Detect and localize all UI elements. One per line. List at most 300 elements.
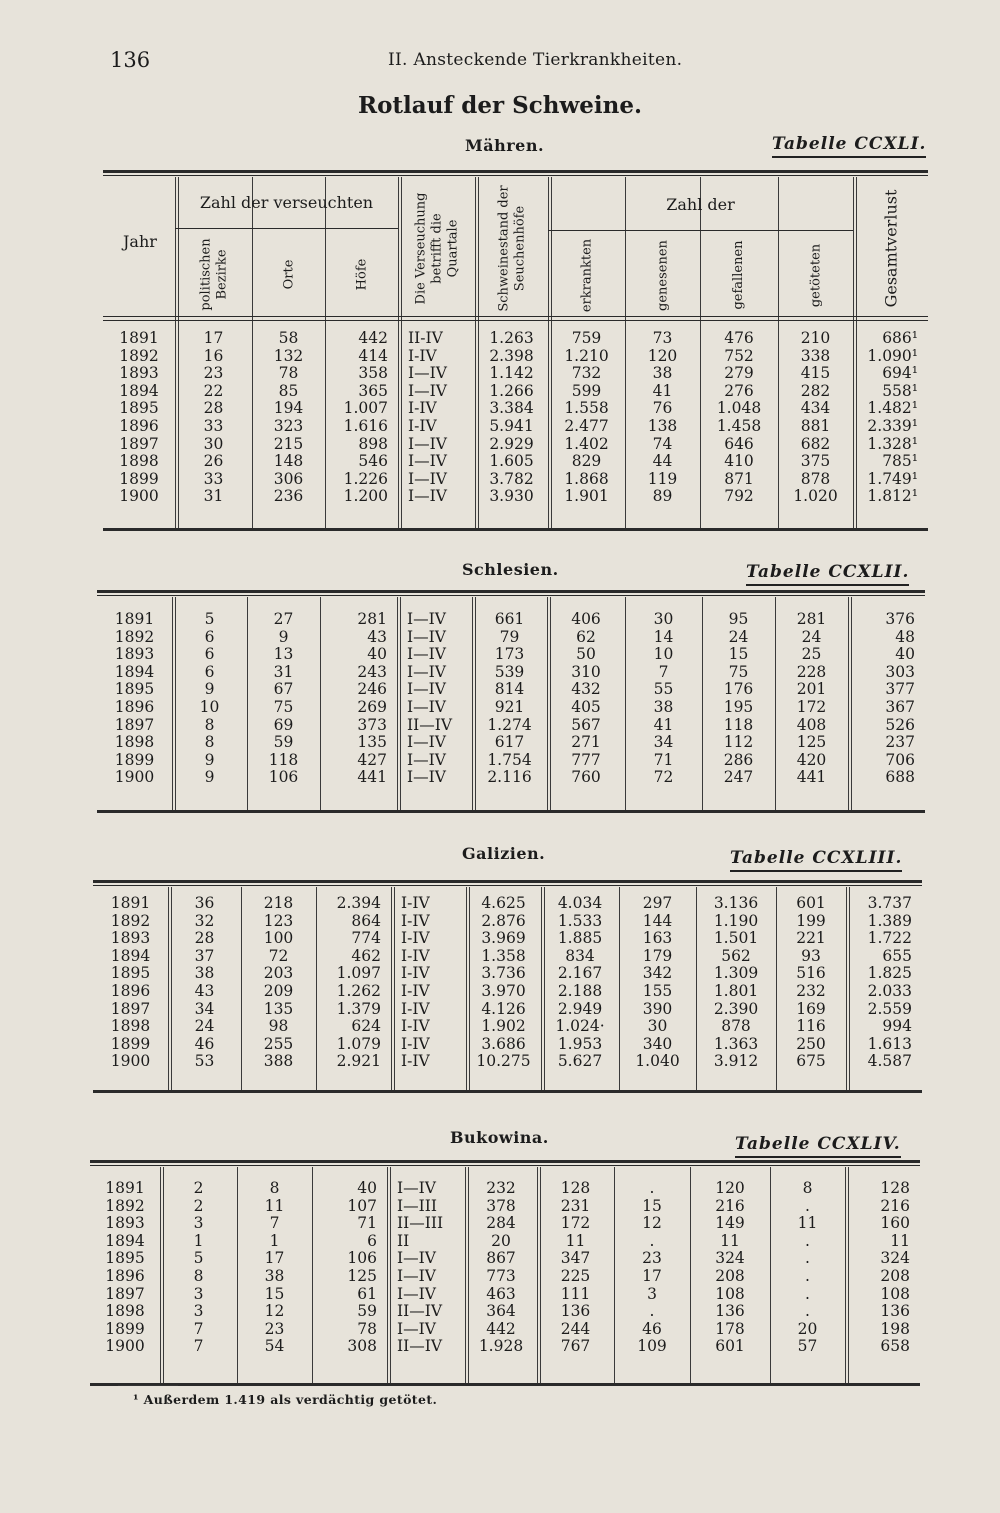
table-cell: II xyxy=(397,1231,410,1250)
column-gefallen xyxy=(696,895,776,1071)
table-cell: 1.210 xyxy=(564,346,609,365)
table-cell: 111 xyxy=(560,1284,591,1303)
table-cell: 2.921 xyxy=(336,1052,381,1071)
table-cell: 225 xyxy=(560,1266,591,1285)
table-cell: . xyxy=(805,1266,810,1285)
table-cell: 539 xyxy=(494,662,525,681)
table-cell: 2.559 xyxy=(867,999,912,1018)
table-region-title: Galizien. xyxy=(462,844,546,863)
table-cell: 1.274 xyxy=(487,715,532,734)
table-cell: 237 xyxy=(885,733,915,752)
table-cell: 1900 xyxy=(119,487,159,506)
table-cell: I-IV xyxy=(401,981,430,1000)
table-region-title: Schlesien. xyxy=(462,560,559,579)
table-cell: 135 xyxy=(357,733,387,752)
table-cell: 375 xyxy=(800,452,831,471)
table-cell: 106 xyxy=(268,768,299,787)
page-number: 136 xyxy=(110,48,151,72)
table-cell: 12 xyxy=(264,1302,285,1321)
table-cell: 1.501 xyxy=(713,929,759,948)
table-cell: I-IV xyxy=(408,416,437,435)
table-cell: 871 xyxy=(724,469,754,488)
table-cell: 1.090¹ xyxy=(867,346,918,365)
table-cell: 462 xyxy=(351,946,381,965)
column-gesamt xyxy=(846,895,912,1071)
footnote-rule xyxy=(118,1385,178,1386)
table-cell: 406 xyxy=(571,610,601,628)
table-cell: 23 xyxy=(203,364,224,383)
column-gefallen xyxy=(690,1180,770,1356)
table-cell: II—IV xyxy=(397,1302,443,1321)
table-cell: I-IV xyxy=(401,894,430,912)
table-cell: 1.226 xyxy=(343,469,388,488)
table-cell: 878 xyxy=(800,469,831,488)
table-cell: 199 xyxy=(796,911,826,930)
table-cell: 17 xyxy=(203,329,224,347)
table-cell: 8 xyxy=(204,733,215,752)
table-cell: 218 xyxy=(263,894,294,912)
table-cell: 408 xyxy=(796,715,827,734)
table-cell: 38 xyxy=(652,364,673,383)
table-cell: 867 xyxy=(486,1249,516,1268)
table-cell: 216 xyxy=(880,1196,910,1215)
table-cell: 1.024· xyxy=(555,1017,605,1036)
table-cell: I—IV xyxy=(407,627,446,646)
table-cell: I—IV xyxy=(408,487,447,506)
table-cell: 646 xyxy=(724,434,754,453)
table-cell: 774 xyxy=(351,929,381,948)
table-cell: 57 xyxy=(797,1337,818,1356)
column-jahr xyxy=(90,1180,160,1356)
table-cell: 13 xyxy=(273,645,294,664)
table-cell: 30 xyxy=(203,434,224,453)
table-cell: . xyxy=(805,1284,810,1303)
table-cell: 10 xyxy=(199,697,220,716)
table-cell: 11 xyxy=(565,1231,586,1250)
header-gefallenen: gefallenen xyxy=(731,240,746,310)
table-cell: 155 xyxy=(642,981,673,1000)
column-erkrankt xyxy=(537,1180,614,1356)
table-cell: 173 xyxy=(494,645,525,664)
table-cell: 194 xyxy=(273,399,304,418)
table-cell: 1895 xyxy=(105,1249,145,1268)
table-cell: 71 xyxy=(653,750,674,769)
table-cell: I-IV xyxy=(408,346,437,365)
table-cell: 410 xyxy=(724,452,754,471)
table-cell: 32 xyxy=(194,911,215,930)
table-cell: 376 xyxy=(885,610,915,628)
running-head: II. Ansteckende Tierkrankheiten. xyxy=(388,50,683,70)
header-bottom-rule xyxy=(103,316,928,317)
table-cell: 93 xyxy=(801,946,821,965)
column-orte xyxy=(252,330,325,506)
table-cell: 55 xyxy=(653,680,674,699)
table-cell: 558¹ xyxy=(882,381,918,400)
table-cell: 463 xyxy=(486,1284,516,1303)
table-cell: 405 xyxy=(571,697,601,716)
column-divider xyxy=(391,887,395,1090)
table-cell: 8 xyxy=(802,1179,813,1197)
table-cell: 2.167 xyxy=(557,964,603,983)
table-cell: 210 xyxy=(800,329,831,347)
table-cell: 1.142 xyxy=(489,364,534,383)
table-cell: 785¹ xyxy=(882,452,918,471)
table-cell: 281 xyxy=(796,610,827,628)
table-cell: 116 xyxy=(796,1017,826,1036)
table-cell: 617 xyxy=(494,733,525,752)
table-cell: 1.007 xyxy=(343,399,388,418)
table-cell: 624 xyxy=(351,1017,381,1036)
table-cell: 4.625 xyxy=(481,894,526,912)
table-cell: I—IV xyxy=(407,610,446,628)
table-cell: 149 xyxy=(715,1214,745,1233)
table-cell: II—III xyxy=(397,1214,444,1233)
table-cell: II-IV xyxy=(408,329,443,347)
column-genesen xyxy=(625,611,702,787)
table-cell: I—IV xyxy=(407,662,446,681)
table-cell: 2.188 xyxy=(557,981,603,1000)
table-cell: 232 xyxy=(796,981,826,1000)
table-cell: 338 xyxy=(800,346,831,365)
table-cell: 1.040 xyxy=(635,1052,680,1071)
table-cell: 2.929 xyxy=(489,434,534,453)
table-cell: 415 xyxy=(800,364,831,383)
table-cell: 675 xyxy=(796,1052,826,1071)
table-cell: 135 xyxy=(263,999,294,1018)
table-cell: 276 xyxy=(724,381,754,400)
table-cell: 516 xyxy=(796,964,826,983)
table-cell: 136 xyxy=(715,1302,745,1321)
table-cell: 599 xyxy=(571,381,602,400)
table-cell: 441 xyxy=(357,768,387,787)
table-region-title: Mähren. xyxy=(465,136,545,155)
table-cell: 169 xyxy=(796,999,826,1018)
table-cell: 4.126 xyxy=(481,999,526,1018)
table-cell: 108 xyxy=(880,1284,910,1303)
table-cell: 5 xyxy=(204,610,215,628)
table-cell: 388 xyxy=(263,1052,294,1071)
table-cell: 3.970 xyxy=(481,981,526,1000)
table-cell: 3.384 xyxy=(489,399,534,418)
column-orte xyxy=(247,611,320,787)
table-cell: 11 xyxy=(264,1196,285,1215)
table-cell: 28 xyxy=(203,399,224,418)
table-cell: 58 xyxy=(278,329,299,347)
header-group-rule xyxy=(548,230,853,231)
table-cell: 75 xyxy=(728,662,749,681)
table-cell: 5 xyxy=(193,1249,204,1268)
table-cell: 994 xyxy=(882,1017,912,1036)
table-cell: 1.190 xyxy=(713,911,759,930)
column-erkrankt xyxy=(541,895,619,1071)
table-cell: 1.328¹ xyxy=(867,434,918,453)
table-cell: 48 xyxy=(895,627,915,646)
table-cell: 172 xyxy=(796,697,827,716)
table-cell: 34 xyxy=(194,999,215,1018)
table-cell: 106 xyxy=(347,1249,377,1268)
table-cell: 172 xyxy=(560,1214,591,1233)
table-cell: 33 xyxy=(203,469,224,488)
table-number-label: Tabelle CCXLI. xyxy=(772,134,926,158)
column-bezirke xyxy=(160,1180,237,1356)
header-erkrankten: erkrankten xyxy=(578,238,594,312)
table-cell: 1896 xyxy=(119,416,159,435)
table-cell: 1894 xyxy=(119,381,159,400)
table-cell: 567 xyxy=(571,715,601,734)
table-cell: 9 xyxy=(204,768,215,787)
table-cell: 8 xyxy=(204,715,215,734)
table-cell: 476 xyxy=(724,329,754,347)
table-cell: 46 xyxy=(642,1319,662,1338)
table-cell: 323 xyxy=(273,416,304,435)
table-cell: 8 xyxy=(193,1266,204,1285)
table-cell: 2.116 xyxy=(487,768,532,787)
table-bottom-rule xyxy=(103,528,928,531)
table-cell: 7 xyxy=(193,1337,204,1356)
table-cell: 72 xyxy=(653,768,674,787)
table-cell: 34 xyxy=(653,733,674,752)
column-genesen xyxy=(625,330,700,506)
table-cell: . xyxy=(649,1231,655,1250)
table-cell: 377 xyxy=(885,680,915,699)
table-cell: 1.801 xyxy=(713,981,759,1000)
table-cell: 7 xyxy=(193,1319,204,1338)
column-quartale xyxy=(408,330,475,506)
table-cell: 36 xyxy=(194,894,215,912)
table-cell: 198 xyxy=(880,1319,910,1338)
table-cell: 112 xyxy=(723,733,754,752)
table-cell: 1893 xyxy=(119,364,159,383)
table-cell: 132 xyxy=(273,346,304,365)
table-cell: 14 xyxy=(653,627,674,646)
table-cell: I—IV xyxy=(408,434,447,453)
table-cell: 119 xyxy=(647,469,678,488)
table-cell: 30 xyxy=(653,610,674,628)
column-quartale xyxy=(407,611,472,787)
table-cell: 1.402 xyxy=(564,434,609,453)
table-cell: 1897 xyxy=(119,434,159,453)
table-cell: . xyxy=(805,1302,810,1321)
table-cell: 324 xyxy=(715,1249,745,1268)
column-gesamt xyxy=(845,1180,910,1356)
table-cell: 378 xyxy=(486,1196,516,1215)
table-cell: . xyxy=(805,1231,810,1250)
table-cell: 1.722 xyxy=(867,929,912,948)
table-cell: 250 xyxy=(796,1034,826,1053)
table-cell: 148 xyxy=(273,452,304,471)
table-cell: 41 xyxy=(653,715,674,734)
table-cell: I—IV xyxy=(407,750,446,769)
table-cell: 79 xyxy=(499,627,520,646)
table-cell: 4.034 xyxy=(557,894,603,912)
table-cell: 4.587 xyxy=(867,1052,912,1071)
table-cell: I-IV xyxy=(401,946,430,965)
table-cell: 1892 xyxy=(114,627,155,646)
table-cell: 706 xyxy=(885,750,915,769)
table-cell: 342 xyxy=(642,964,673,983)
table-cell: 432 xyxy=(571,680,601,699)
table-cell: 2.390 xyxy=(713,999,759,1018)
table-region-title: Bukowina. xyxy=(450,1128,549,1147)
table-cell: 434 xyxy=(800,399,831,418)
table-cell: 30 xyxy=(647,1017,668,1036)
table-cell: 1.901 xyxy=(564,487,609,506)
table-cell: 562 xyxy=(721,946,751,965)
table-cell: I—IV xyxy=(407,733,446,752)
table-cell: 53 xyxy=(194,1052,215,1071)
table-cell: 179 xyxy=(642,946,673,965)
table-cell: 1898 xyxy=(114,733,155,752)
table-cell: 1893 xyxy=(105,1214,145,1233)
table-cell: 108 xyxy=(715,1284,745,1303)
table-cell: 3 xyxy=(193,1302,204,1321)
table-cell: 74 xyxy=(652,434,673,453)
table-cell: 61 xyxy=(357,1284,377,1303)
table-cell: 2.339¹ xyxy=(867,416,918,435)
header-genesenen: genesenen xyxy=(654,239,670,311)
table-cell: 3.136 xyxy=(713,894,759,912)
column-quartale xyxy=(397,1180,465,1356)
column-getoetet xyxy=(775,611,848,787)
table-cell: 306 xyxy=(273,469,304,488)
table-cell: 1 xyxy=(269,1231,280,1250)
table-cell: 1.200 xyxy=(343,487,388,506)
table-top-rule xyxy=(97,590,925,593)
column-bezirke xyxy=(168,895,241,1071)
table-cell: 1895 xyxy=(114,680,155,699)
table-cell: 864 xyxy=(351,911,381,930)
table-cell: 1.749¹ xyxy=(867,469,918,488)
table-cell: 221 xyxy=(796,929,826,948)
table-cell: 1898 xyxy=(105,1302,145,1321)
table-cell: 2 xyxy=(193,1179,204,1197)
table-cell: 15 xyxy=(728,645,749,664)
table-cell: 24 xyxy=(194,1017,215,1036)
table-cell: 38 xyxy=(264,1266,285,1285)
table-cell: 1898 xyxy=(119,452,159,471)
table-cell: 601 xyxy=(715,1337,745,1356)
table-cell: 62 xyxy=(576,627,596,646)
column-hoefe xyxy=(320,611,387,787)
table-cell: 201 xyxy=(796,680,827,699)
table-cell: 1899 xyxy=(119,469,159,488)
column-jahr xyxy=(103,330,175,506)
table-cell: 12 xyxy=(642,1214,662,1233)
table-cell: I—IV xyxy=(397,1266,436,1285)
table-cell: 658 xyxy=(880,1337,910,1356)
table-cell: 1894 xyxy=(110,946,151,965)
table-cell: 1892 xyxy=(119,346,159,365)
table-cell: 1 xyxy=(193,1231,204,1250)
column-quartale xyxy=(401,895,466,1071)
table-cell: 16 xyxy=(203,346,224,365)
table-cell: 125 xyxy=(796,733,827,752)
column-orte xyxy=(237,1180,312,1356)
table-cell: 1892 xyxy=(105,1196,145,1215)
table-cell: 881 xyxy=(800,416,831,435)
table-cell: 1894 xyxy=(105,1231,145,1250)
table-cell: 694¹ xyxy=(882,364,918,383)
table-cell: 176 xyxy=(723,680,754,699)
column-erkrankt xyxy=(548,330,625,506)
table-cell: 1899 xyxy=(105,1319,145,1338)
table-cell: I-IV xyxy=(401,964,430,983)
table-cell: 442 xyxy=(358,329,388,347)
table-cell: 75 xyxy=(273,697,294,716)
table-cell: 442 xyxy=(486,1319,516,1338)
table-cell: 107 xyxy=(347,1196,377,1215)
table-cell: I-IV xyxy=(408,399,437,418)
table-cell: 3 xyxy=(647,1284,657,1303)
table-cell: 1.902 xyxy=(481,1017,526,1036)
table-cell: 54 xyxy=(264,1337,285,1356)
table-cell: 3.930 xyxy=(489,487,534,506)
table-cell: 271 xyxy=(571,733,601,752)
table-cell: 347 xyxy=(560,1249,591,1268)
table-cell: 118 xyxy=(723,715,754,734)
table-cell: 20 xyxy=(797,1319,818,1338)
table-cell: 655 xyxy=(882,946,912,965)
table-cell: 44 xyxy=(652,452,673,471)
table-cell: 3.782 xyxy=(489,469,534,488)
column-stand xyxy=(465,1180,537,1356)
column-jahr xyxy=(97,611,172,787)
table-cell: 760 xyxy=(571,768,601,787)
table-cell: 414 xyxy=(358,346,388,365)
table-cell: 1.079 xyxy=(336,1034,381,1053)
table-cell: I-IV xyxy=(401,1017,430,1036)
table-top-rule xyxy=(93,880,922,883)
table-cell: 128 xyxy=(880,1179,910,1197)
table-cell: 286 xyxy=(723,750,754,769)
table-cell: 1.363 xyxy=(713,1034,759,1053)
table-cell: 1895 xyxy=(119,399,159,418)
table-cell: 365 xyxy=(358,381,388,400)
footnote: ¹ Außerdem 1.419 als verdächtig getötet. xyxy=(133,1392,438,1407)
table-bottom-rule xyxy=(93,1090,922,1093)
table-bottom-rule xyxy=(97,810,925,813)
table-cell: 9 xyxy=(278,627,289,646)
table-cell: 878 xyxy=(721,1017,751,1036)
column-getoetet xyxy=(770,1180,845,1356)
table-cell: 5.627 xyxy=(557,1052,603,1071)
table-cell: 78 xyxy=(357,1319,377,1338)
table-cell: 31 xyxy=(203,487,224,506)
table-cell: 1.097 xyxy=(336,964,381,983)
table-cell: 27 xyxy=(273,610,294,628)
column-stand xyxy=(472,611,547,787)
column-divider xyxy=(397,597,401,810)
column-gefallen xyxy=(702,611,775,787)
column-orte xyxy=(241,895,316,1071)
table-cell: 71 xyxy=(357,1214,377,1233)
table-cell: 1893 xyxy=(114,645,155,664)
table-cell: 5.941 xyxy=(489,416,534,435)
column-gesamt xyxy=(853,330,918,506)
table-cell: 7 xyxy=(269,1214,280,1233)
table-cell: 144 xyxy=(642,911,673,930)
table-cell: 364 xyxy=(486,1302,516,1321)
table-cell: 95 xyxy=(728,610,749,628)
column-stand xyxy=(466,895,541,1071)
table-cell: 367 xyxy=(885,697,915,716)
table-cell: 1.379 xyxy=(336,999,381,1018)
table-cell: . xyxy=(805,1196,810,1215)
table-cell: 279 xyxy=(724,364,754,383)
table-cell: 23 xyxy=(264,1319,285,1338)
table-cell: 40 xyxy=(895,645,915,664)
table-cell: 1897 xyxy=(105,1284,145,1303)
